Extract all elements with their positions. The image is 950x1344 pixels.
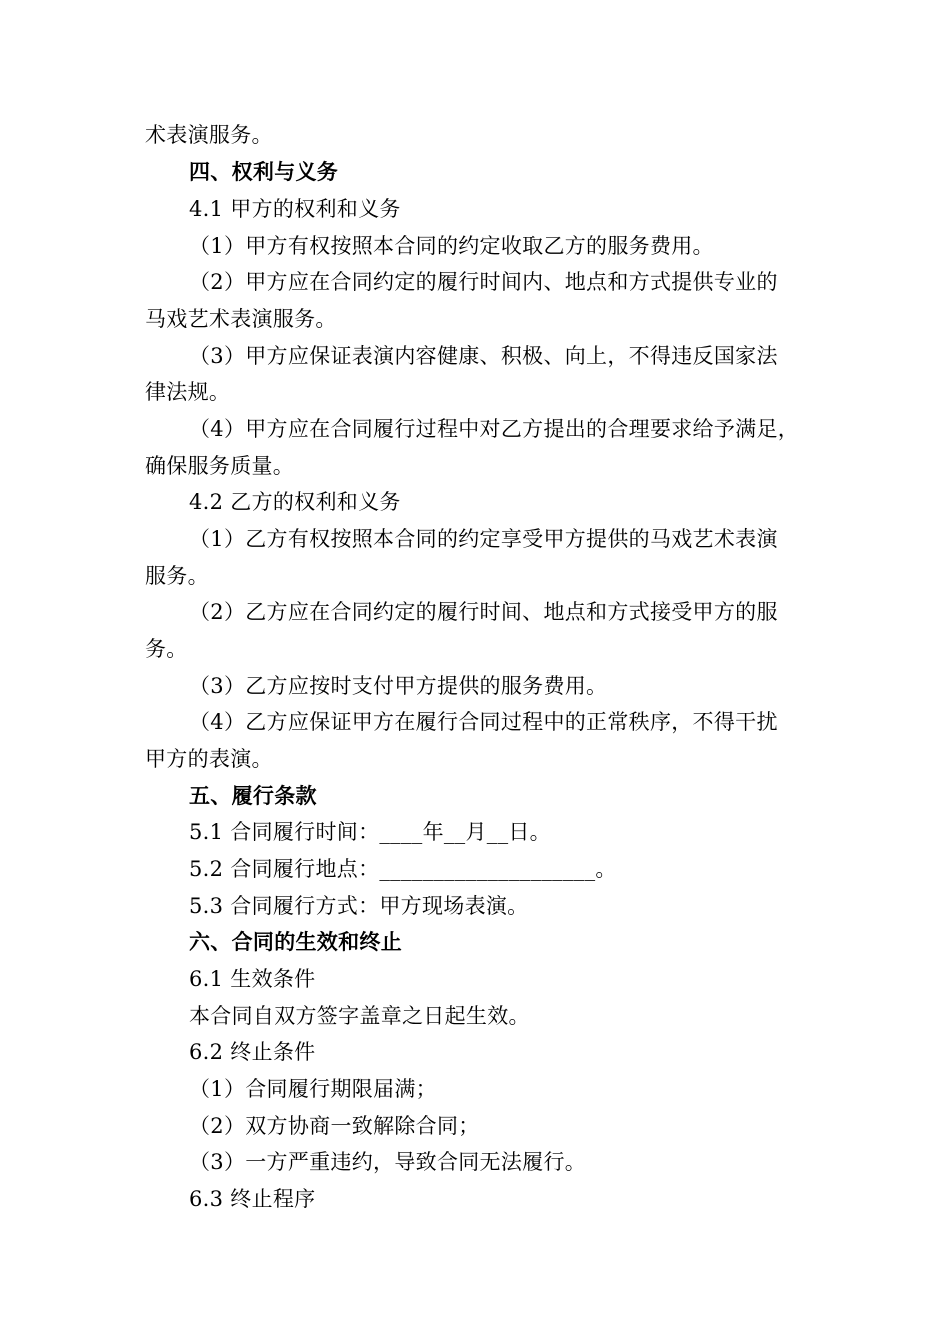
list-item: （3）一方严重违约，导致合同无法履行。 xyxy=(189,1150,587,1174)
subsection-heading: 6.2 终止条件 xyxy=(189,1040,316,1064)
list-item: （3）乙方应按时支付甲方提供的服务费用。 xyxy=(189,674,608,698)
list-item: （3）甲方应保证表演内容健康、积极、向上，不得违反国家法 xyxy=(189,344,778,368)
subsection-heading: 6.1 生效条件 xyxy=(189,967,316,991)
list-item-continuation: 务。 xyxy=(145,637,188,661)
list-item: （4）甲方应在合同履行过程中对乙方提出的合理要求给予满足， xyxy=(189,417,800,441)
list-item-continuation: 律法规。 xyxy=(145,380,231,404)
section-heading: 五、履行条款 xyxy=(189,784,317,808)
section-heading: 六、合同的生效和终止 xyxy=(189,930,402,954)
list-item: （2）甲方应在合同约定的履行时间内、地点和方式提供专业的 xyxy=(189,270,778,294)
body-text-line: 本合同自双方签字盖章之日起生效。 xyxy=(189,1004,530,1028)
list-item: （1）乙方有权按照本合同的约定享受甲方提供的马戏艺术表演 xyxy=(189,527,778,551)
section-heading: 四、权利与义务 xyxy=(189,160,339,184)
subsection-heading: 4.2 乙方的权利和义务 xyxy=(189,490,401,514)
list-item: （4）乙方应保证甲方在履行合同过程中的正常秩序，不得干扰 xyxy=(189,710,778,734)
list-item: （2）双方协商一致解除合同； xyxy=(189,1114,480,1138)
subsection-heading: 6.3 终止程序 xyxy=(189,1187,316,1211)
list-item-continuation: 马戏艺术表演服务。 xyxy=(145,307,337,331)
subsection-heading: 4.1 甲方的权利和义务 xyxy=(189,197,401,221)
list-item: （1）甲方有权按照本合同的约定收取乙方的服务费用。 xyxy=(189,234,714,258)
clause-line: 5.2 合同履行地点：____________________。 xyxy=(189,857,617,881)
list-item-continuation: 甲方的表演。 xyxy=(145,747,273,771)
list-item: （1）合同履行期限届满； xyxy=(189,1077,437,1101)
body-text-line: 术表演服务。 xyxy=(145,123,273,147)
clause-line: 5.3 合同履行方式：甲方现场表演。 xyxy=(189,894,529,918)
list-item-continuation: 确保服务质量。 xyxy=(145,454,295,478)
clause-line: 5.1 合同履行时间：____年__月__日。 xyxy=(189,820,551,844)
list-item-continuation: 服务。 xyxy=(145,564,209,588)
list-item: （2）乙方应在合同约定的履行时间、地点和方式接受甲方的服 xyxy=(189,600,778,624)
